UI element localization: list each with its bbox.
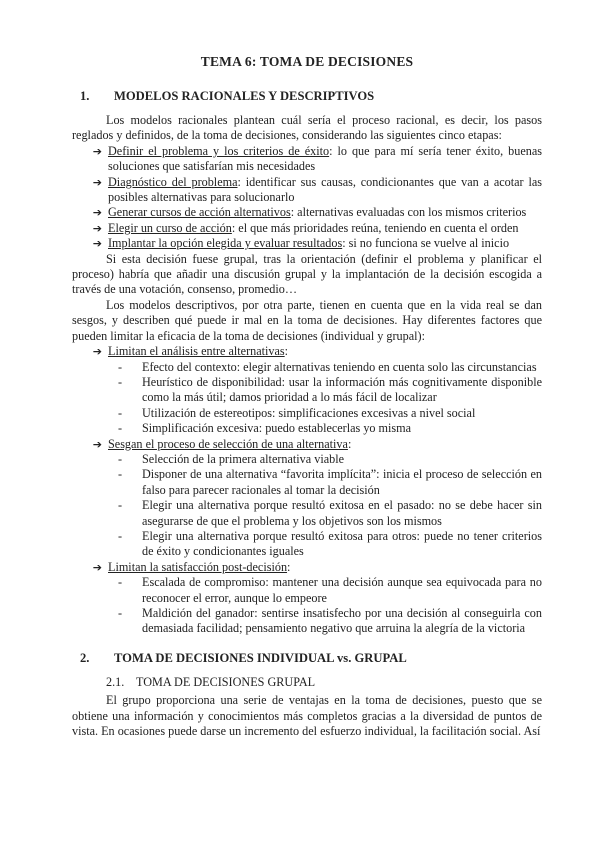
sub-list-item: [72, 421, 542, 436]
document-page: [72, 54, 542, 739]
sub-list-item: [72, 360, 542, 375]
factor-label: Limitan la satisfacción post-decisión: [108, 559, 288, 574]
arrow-bullet-icon: ➔: [92, 206, 102, 220]
dash-bullet-icon: -: [118, 451, 123, 466]
steps-list: [72, 144, 542, 252]
sub-list-item: [72, 498, 542, 529]
sub-list-item: [72, 606, 542, 637]
section-2-title: TOMA DE DECISIONES INDIVIDUAL vs. GRUPAL: [114, 650, 407, 665]
step-label: Generar cursos de acción alternativos: [108, 205, 291, 220]
arrow-bullet-icon: ➔: [92, 437, 102, 451]
section-1-heading: [72, 89, 542, 104]
factor-suffix: :: [287, 559, 291, 574]
sub-item-text: Maldición del ganador: sentirse insatisfecho por una decisión al conseguirla con demasiada facilidad; pensamiento negativo que arruina la alegría de la victoria: [142, 606, 542, 636]
dash-bullet-icon: -: [118, 575, 123, 590]
factor-suffix: :: [284, 344, 289, 359]
paragraph: Los modelos descriptivos, por otra parte, tienen en cuenta que en la vida real se dan sesgos, y describen qué puede ir mal en la toma de decisiones. Hay diferentes factores que pueden limitar la eficacia de la toma de decisiones (individual y grupal):: [72, 297, 542, 343]
dash-bullet-icon: -: [118, 606, 123, 620]
arrow-bullet-icon: ➔: [92, 560, 102, 574]
section-1-number: 1.: [80, 89, 90, 103]
arrow-bullet-icon: ➔: [92, 175, 102, 189]
sub-item-text: Utilización de estereotipos: simplificaciones excesivas a nivel social: [142, 405, 476, 420]
paragraph: El grupo proporciona una serie de ventajas en la toma de decisiones, puesto que se obtiene una información y conocimientos más completos gracias a la diversidad de puntos de vista. En ocasiones puede darse un incremento del esfuerzo individual, la facilitación social. Así: [72, 693, 542, 739]
page-title: TEMA 6: TOMA DE DECISIONES: [200, 54, 414, 69]
step-text: : el que más prioridades reúna, teniendo en cuenta el orden: [231, 220, 519, 235]
sub-item-text: Disponer de una alternativa “favorita implícita”: inicia el proceso de selección en falso para parecer racionales al tomar la decisión: [142, 467, 542, 497]
arrow-bullet-icon: ➔: [92, 345, 102, 359]
dash-bullet-icon: -: [118, 498, 123, 513]
sub-item-text: Heurístico de disponibilidad: usar la información más cognitivamente disponible como la más útil; damos prioridad a lo más fácil de localizar: [142, 374, 542, 405]
step-label: Diagnóstico del problema: [108, 174, 238, 189]
sub-list-item: [72, 375, 542, 406]
sub-item-text: Escalada de compromiso: mantener una decisión aunque sea equivocada para no reconocer el error, aunque lo empeore: [142, 575, 542, 605]
paragraph: Si esta decisión fuese grupal, tras la orientación (definir el problema y planificar el proceso) habría que añadir una discusión grupal y la implantación de la decisión escogida a través de una votación, consenso, promedio…: [72, 251, 542, 297]
arrow-bullet-icon: ➔: [92, 237, 102, 251]
arrow-bullet-icon: ➔: [92, 221, 102, 235]
factor-heading: [72, 437, 542, 452]
sub-list-item: [72, 529, 542, 560]
sub-item-text: Simplificación excesiva: puedo establecerlas yo misma: [142, 421, 412, 436]
subsection-2-1-heading: [72, 675, 542, 690]
factor-suffix: :: [347, 436, 352, 451]
sub-item-text: Elegir una alternativa porque resultó exitosa para otros: puede no tener criterios de éxito y condicionantes iguales: [142, 528, 542, 559]
sub-list-item: [72, 467, 542, 498]
sub-item-text: Selección de la primera alternativa viable: [142, 451, 345, 466]
list-item: [72, 144, 542, 175]
factor-heading: [72, 560, 542, 575]
sub-list-item: [72, 575, 542, 606]
factor-label: Limitan el análisis entre alternativas: [108, 344, 285, 359]
dash-bullet-icon: -: [118, 528, 123, 543]
step-label: Implantar la opción elegida y evaluar resultados: [108, 236, 343, 251]
dash-bullet-icon: -: [118, 374, 123, 389]
list-item: [72, 236, 542, 251]
factor-label: Sesgan el proceso de selección de una alternativa: [108, 436, 348, 451]
paragraph: Los modelos racionales plantean cuál sería el proceso racional, es decir, los pasos reglados y definidos, de la toma de decisiones, considerando las siguientes cinco etapas:: [72, 113, 542, 143]
list-item: [72, 175, 542, 206]
subsection-number: 2.1.: [106, 674, 125, 689]
sub-list-item: [72, 406, 542, 421]
step-text: : alternativas evaluadas con los mismos criterios: [290, 205, 527, 220]
section-2-number: 2.: [80, 650, 90, 665]
section-spacer: [72, 637, 542, 651]
sub-list-item: [72, 452, 542, 467]
step-text: : lo que para mí sería tener éxito, buenas soluciones que satisfarían mis necesidades: [108, 143, 542, 174]
step-label: Definir el problema y los criterios de éxito: [108, 143, 330, 158]
step-text: : identificar sus causas, condicionantes que van a acotar las posibles alternativas para solucionarlo: [108, 174, 542, 205]
list-item: [72, 221, 542, 236]
dash-bullet-icon: -: [118, 405, 123, 420]
sub-item-text: Elegir una alternativa porque resultó exitosa en el pasado: no se debe hacer sin asegurarse de que el problema y los objetivos son los mismos: [142, 498, 542, 528]
factor-heading: [72, 344, 542, 359]
arrow-bullet-icon: ➔: [92, 144, 102, 158]
subsection-title: TOMA DE DECISIONES GRUPAL: [136, 674, 316, 689]
dash-bullet-icon: -: [118, 421, 123, 436]
step-label: Elegir un curso de acción: [108, 220, 232, 235]
step-text: : si no funciona se vuelve al inicio: [342, 236, 510, 251]
sub-item-text: Efecto del contexto: elegir alternativas teniendo en cuenta solo las circunstancias: [142, 359, 537, 374]
section-1-title: MODELOS RACIONALES Y DESCRIPTIVOS: [114, 89, 375, 103]
dash-bullet-icon: -: [118, 359, 123, 374]
factors-list: [72, 344, 542, 637]
section-2-heading: [72, 651, 542, 666]
dash-bullet-icon: -: [118, 467, 123, 482]
list-item: [72, 205, 542, 220]
